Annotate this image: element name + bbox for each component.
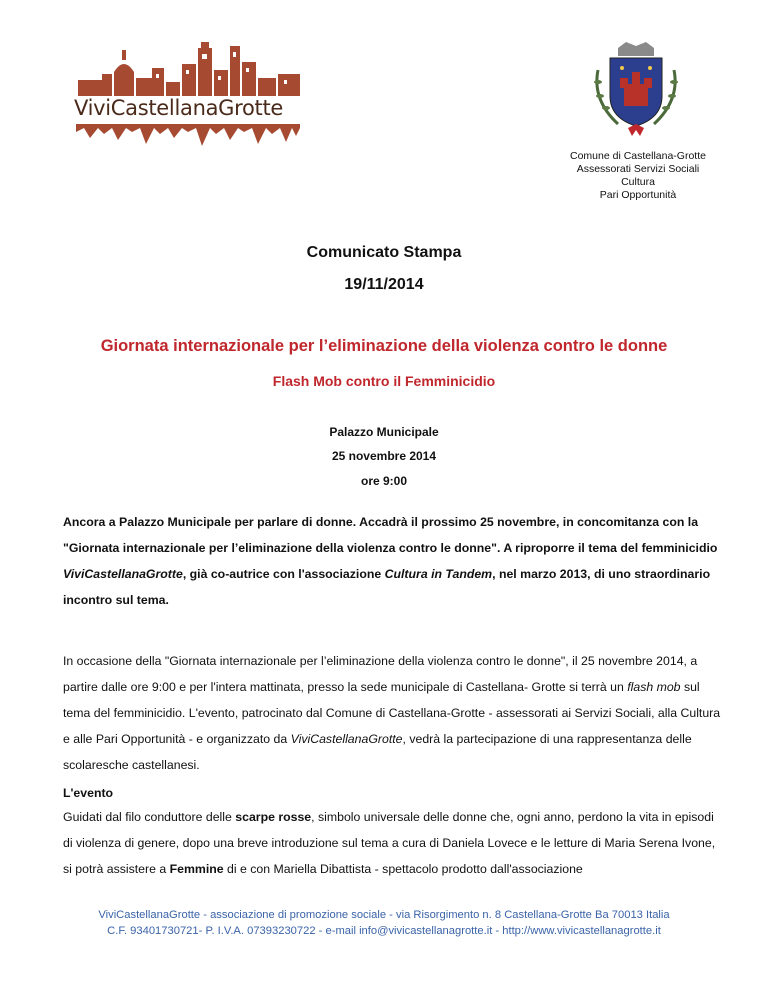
- comune-line-3: Cultura: [621, 176, 655, 188]
- town-skyline-icon: [72, 38, 304, 98]
- comune-line-4: Pari Opportunità: [599, 189, 677, 201]
- evento-text-3: di e con Mariella Dibattista - spettacolo prodotto dall'associazione: [223, 862, 583, 876]
- body-text-2: sul tema del femminicidio. L'evento, patrocinato dal Comune di Castellana-Grotte - assessorati ai Servizi Sociali, alla Cultura e alle Pari Opportunità - e organizzato da: [63, 680, 721, 746]
- intro-em-org: ViviCastellanaGrotte: [63, 567, 183, 581]
- comune-crest: [588, 40, 684, 140]
- intro-text-2: , già co-autrice con l'associazione: [182, 567, 385, 581]
- event-subtitle: Flash Mob contro il Femminicidio: [272, 373, 496, 389]
- event-date: 25 novembre 2014: [331, 449, 437, 463]
- press-release-title: Comunicato Stampa: [306, 244, 462, 261]
- evento-bold-femmine: Femmine: [169, 862, 224, 876]
- intro-text-3: , nel marzo 2013, di uno straordinario incontro sul tema.: [63, 567, 711, 607]
- evento-text-1: Guidati dal filo conduttore delle: [63, 810, 236, 824]
- footer-line-2: C.F. 93401730721- P. I.V.A. 07393230722 - e-mail info@vivicastellanagrotte.it - http://www.vivicastellanagrotte.it: [107, 925, 661, 937]
- intro-paragraph: [63, 509, 723, 613]
- coat-of-arms-icon: [588, 40, 684, 140]
- evento-paragraph: [63, 804, 723, 882]
- footer: [40, 907, 728, 939]
- body-em-flashmob: flash mob: [627, 680, 681, 694]
- evento-heading: L'evento: [63, 786, 114, 800]
- comune-line-2: Assessorati Servizi Sociali: [576, 163, 700, 175]
- body-text-3: , vedrà la partecipazione di una rappresentanza delle scolaresche castellanesi.: [63, 732, 692, 772]
- vivicastellanagrotte-logo: [72, 38, 304, 148]
- body-em-org: ViviCastellanaGrotte: [290, 732, 403, 746]
- body-text-1: In occasione della "Giornata internazionale per l’eliminazione della violenza contro le donne", il 25 novembre 2014, a partire dalle ore 9:00 e per l'intera mattinata, presso la sede municipale di Castellana- Grotte si terrà un: [63, 654, 698, 694]
- comune-info: [520, 150, 756, 202]
- event-time: ore 9:00: [360, 474, 408, 488]
- footer-line-1: ViviCastellanaGrotte - associazione di promozione sociale - via Risorgimento n. 8 Castellana-Grotte Ba 70013 Italia: [98, 909, 670, 921]
- press-release-date: 19/11/2014: [344, 276, 424, 293]
- evento-bold-scarpe: scarpe rosse: [235, 810, 312, 824]
- drip-decoration-icon: [72, 122, 304, 148]
- body-paragraph: [63, 648, 723, 778]
- intro-em-partner: Cultura in Tandem: [384, 567, 493, 581]
- intro-text-1: Ancora a Palazzo Municipale per parlare di donne. Accadrà il prossimo 25 novembre, in concomitanza con la "Giornata internazionale per l’eliminazione della violenza contro le donne". A riproporre il tema del femminicidio: [63, 515, 718, 555]
- event-title: Giornata internazionale per l’eliminazione della violenza contro le donne: [100, 337, 668, 355]
- logo-wordmark: ViviCastellanaGrotte: [74, 96, 284, 120]
- evento-text-2: , simbolo universale delle donne che, ogni anno, perdono la vita in episodi di violenza di genere, dopo una breve introduzione sul tema a cura di Daniela Lovece e le letture di Maria Serena Ivone, si potrà assistere a: [63, 810, 716, 876]
- comune-line-1: Comune di Castellana-Grotte: [570, 150, 706, 162]
- event-place: Palazzo Municipale: [329, 425, 439, 439]
